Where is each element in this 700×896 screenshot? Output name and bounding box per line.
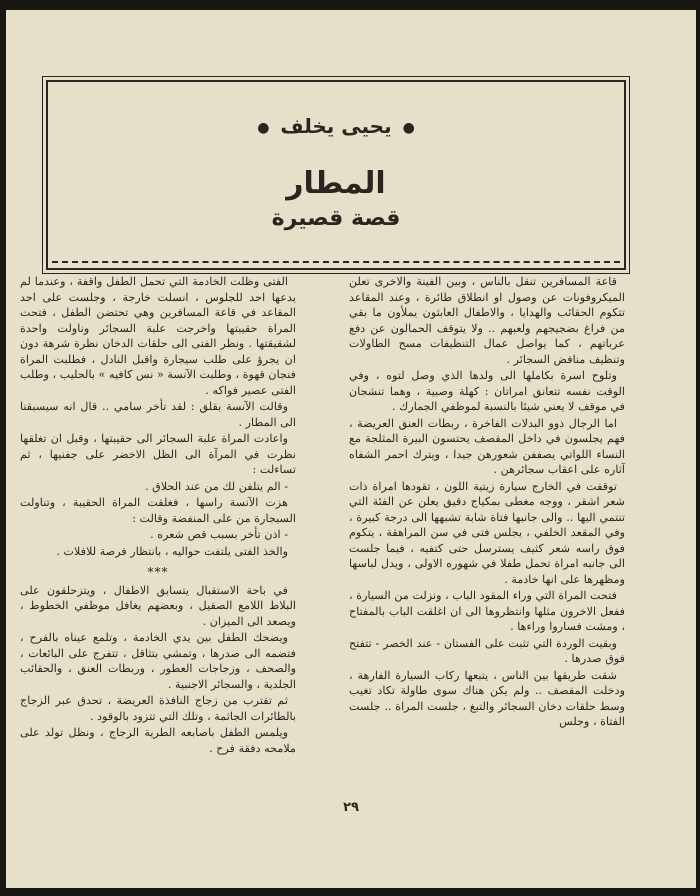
- paragraph: - الم يتلفن لك من عند الحلاق .: [145, 479, 288, 493]
- story-title: المطار: [286, 166, 386, 201]
- paragraph: الفتى وظلت الخادمة التي تحمل الطفل واقفة ، وعندما لم يدعها احد للجلوس ، انسلت خارجة ، وجلست على احد المقاعد في قاعة المسافرين وهي تحتضن الطفل ، فتحت المراة حقيبتها واخرجت علبة السجائر وناولت واحدة لشقيقتها . ونظر الفتى الى حلقات الدخان نظرة شرهة دون ان يجرؤ على طلب سيجارة واقبل النادل ، فطلبت المراة فنجان قهوة ، وطلبت الآنسة « نس كافيه » بالحليب ، وطلب الفتى عصير فواكه .: [20, 275, 296, 397]
- title-box: [46, 80, 626, 270]
- bullet-icon: ●: [402, 119, 415, 136]
- section-separator: ***: [147, 565, 169, 579]
- paragraph: وتلوح اسرة بكاملها الى ولدها الذي وصل لتوه ، وفي الوقت نفسه تتعانق امراتان : كهلة وصبية ، وهما تنشجان في موقف لا يعني شيئا بالنسبة لموظفي الجمارك .: [349, 369, 625, 413]
- paragraph: - اذن تأخر بسبب قص شعره .: [150, 528, 288, 541]
- paragraph: قاعة المسافرين تنقل بالناس ، وبين الفينة والاخرى تعلن الميكروفونات عن وصول او انطلاق طائرة ، وعند المقاعد تتكوم الحقائب والهدايا ، والاطفال العابثون يملأون ما بقي من فراغ بضجيجهم ولعبهم .. ولا يتوقف الحمالون عن دفع عرباتهم ، كما يواصل عمال التنظيفات مسح الطاولات وتنظيف منافض السجائر .: [349, 275, 625, 366]
- paragraph: وقالت الآنسة بقلق : لقد تأخر سامي .. قال انه سيسبقنا الى المطار .: [20, 400, 296, 429]
- paragraph: هزت الآنسة راسها ، فغلقت المراة الحقيبة ، وتناولت السيجارة من على المنفضة وقالت :: [20, 496, 296, 525]
- story-subtitle: قصة قصيرة: [271, 206, 401, 231]
- bullet-icon: ●: [257, 119, 270, 136]
- paragraph: وبقيت الوردة التي تثبت على الفستان - عند الخصر - تتفتح فوق صدرها .: [349, 636, 625, 665]
- magazine-page: [6, 10, 696, 888]
- paragraph: فتحت المراة التي وراء المقود الباب ، ونزلت من السيارة ، ففعل الاخرون مثلها وانتظروها الى ان اغلقت الباب بالمفتاح ، ومشت فساروا وراءها .: [349, 589, 625, 633]
- paragraph: ويلمس الطفل باصابعه الطرية الزجاج ، ونظل تولد على ملامحه دفقة فرح .: [20, 726, 296, 755]
- page-number: ٢٩: [343, 800, 359, 815]
- paragraph: شقت طريقها بين الناس ، يتبعها ركاب السيارة الفارهة ، ودخلت المقصف .. ولم يكن هناك سوى طاولة تكاد تغيب وسط حلقات دخان السجائر والتبغ ، جلست المراة .. جلست الفتاة ، وجلس: [349, 668, 625, 728]
- text-column-left: [20, 274, 296, 757]
- paragraph: اما الرجال ذوو البدلات الفاخرة ، ربطات العنق العريضة ، فهم يجلسون في داخل المقصف يحتسون البيرة المثلجة مع النساء اللواتي يصففن شعورهن جيدا ، ويترك احمر الشفاه آثاره على اعقاب سجائرهن .: [349, 416, 625, 476]
- paragraph: ثم تقترب من زجاج النافذة العريضة ، تحدق عبر الزجاج بالطائرات الجاثمة ، وتلك التي تتزود بالوقود .: [20, 694, 296, 723]
- paragraph: توقفت في الخارج سيارة زيتية اللون ، تقودها امراة ذات شعر اشقر ، ووجه مغطى بمكياج دقيق يعلن عن الفئة التي تنتمي اليها .. والى جانبها فتاة شابة تشبهها الى درجة كبيرة ، وفي المقعد الخلفي ، يجلس فتى في سن المراهقة ، يتكوم فوق راسه شعر كثيف يسترسل حتى كتفيه ، فيما جلست الى جانبه امراة تحمل طفلا في شهوره الاولى ، ويدل لباسها ومظهرها على انها خادمة .: [349, 479, 625, 586]
- paragraph: والخذ الفتى يلتفت حواليه ، بانتظار فرصة للافلات .: [56, 544, 288, 558]
- paragraph: في باحة الاستقبال يتسابق الاطفال ، ويتزحلقون على البلاط اللامع الصقيل ، وبعضهم يغافل موظفي الخطوط ، ويصعد الى الميزان .: [20, 583, 296, 628]
- author-line: [48, 114, 624, 138]
- paragraph: واعادت المراة علبة السجائر الى حقيبتها ، وقبل ان تغلقها نظرت في المرآة الى الظل الاخضر على جفنيها ، ثم تساءلت :: [20, 432, 296, 476]
- author-name: يحيى يخلف: [280, 114, 392, 138]
- text-column-right: [349, 274, 625, 731]
- paragraph: ويضحك الطفل بين يدي الخادمة ، وتلمع عيناه بالفرح ، فتضمه الى صدرها ، وتمشي بتثاقل ، تتفرج على البائعات ، والصحف ، وزجاجات العطور ، وربطات العنق ، والحقائب الجلدية ، والسجائر الاجنبية .: [20, 631, 296, 691]
